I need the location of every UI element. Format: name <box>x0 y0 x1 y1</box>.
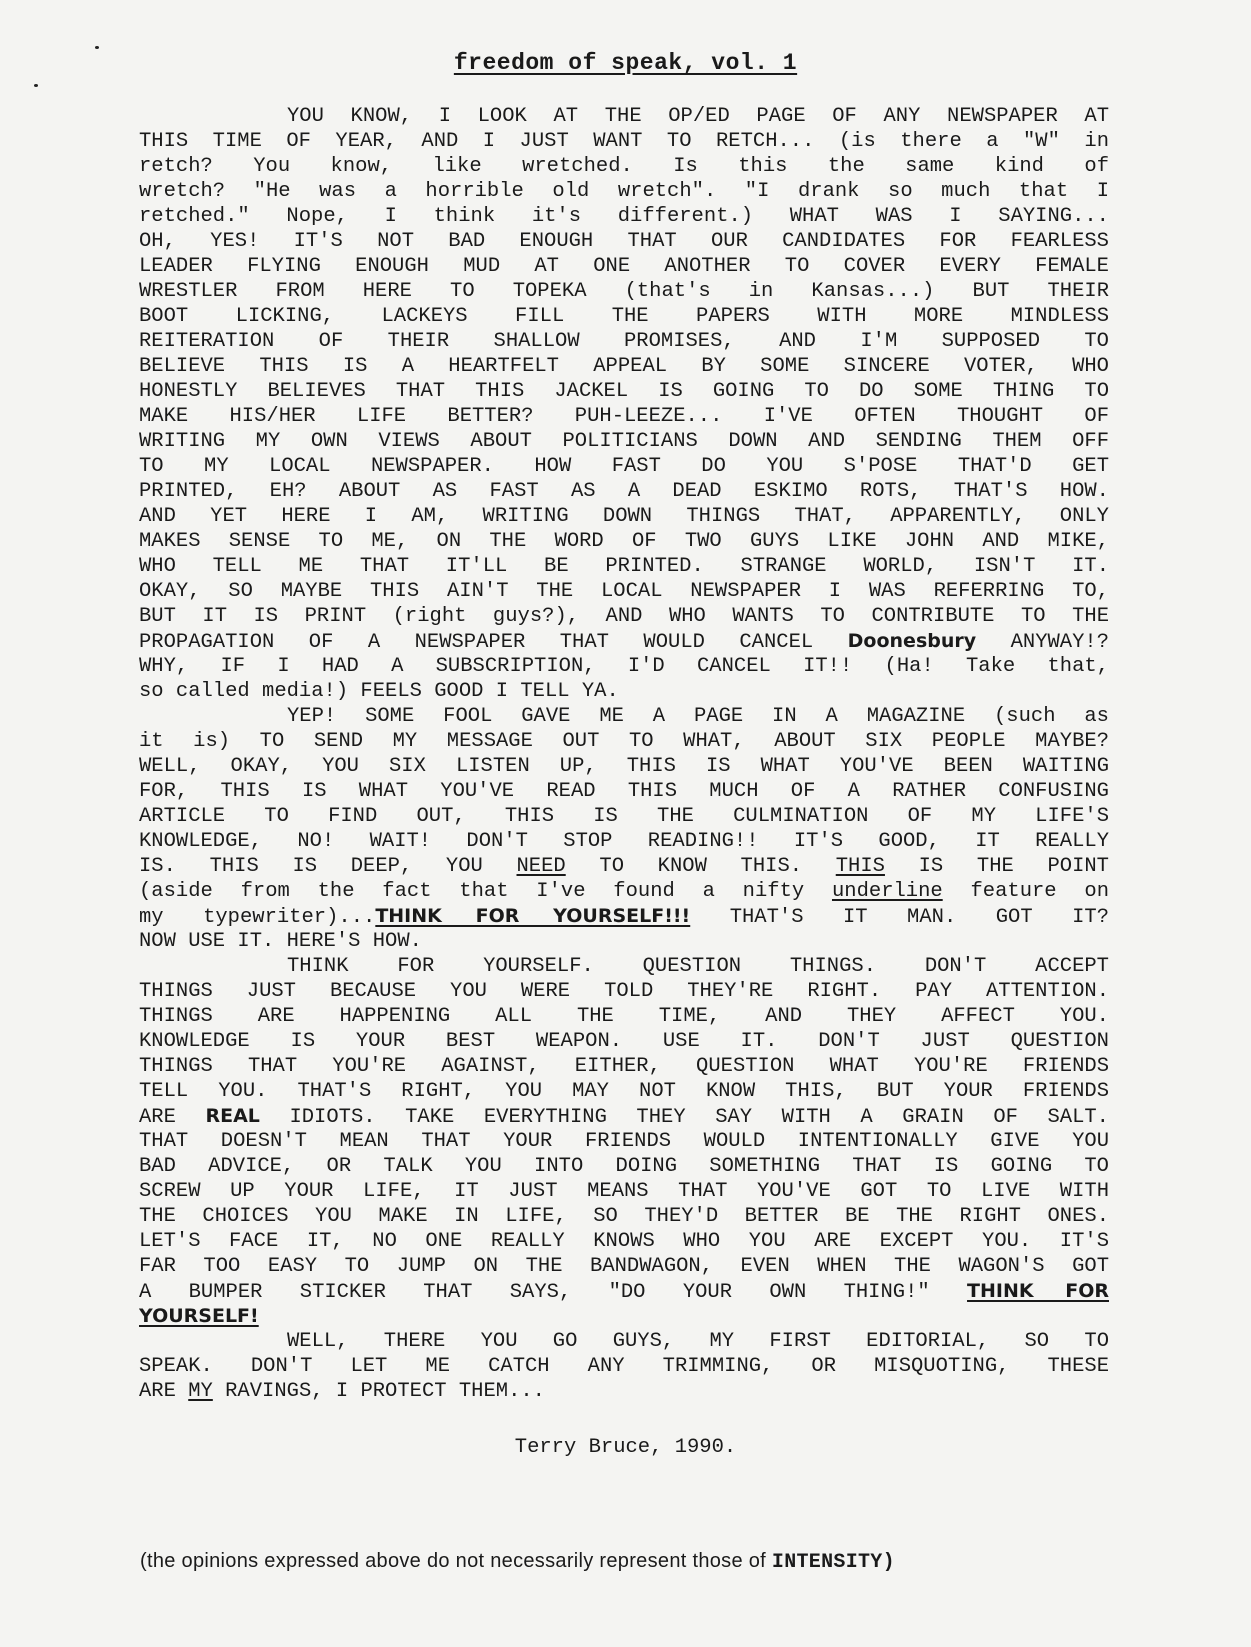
text-line: A BUMPER STICKER THAT SAYS, "DO YOUR OWN THING!" THINK FOR <box>139 1280 1109 1304</box>
text-line: WHO TELL ME THAT IT'LL BE PRINTED. STRANGE WORLD, ISN'T IT. <box>139 555 1109 578</box>
text-line: WELL, THERE YOU GO GUYS, MY FIRST EDITORIAL, SO TO <box>287 1330 1109 1353</box>
text-line: OH, YES! IT'S NOT BAD ENOUGH THAT OUR CANDIDATES FOR FEARLESS <box>139 230 1109 253</box>
text-line: THINK FOR YOURSELF. QUESTION THINGS. DON'T ACCEPT <box>287 955 1109 978</box>
text-line: (aside from the fact that I've found a nifty underline feature on <box>139 880 1109 903</box>
underlined-text: MY <box>188 1380 213 1403</box>
text-line: SCREW UP YOUR LIFE, IT JUST MEANS THAT YOU'VE GOT TO LIVE WITH <box>139 1180 1109 1203</box>
text-line: BAD ADVICE, OR TALK YOU INTO DOING SOMETHING THAT IS GOING TO <box>139 1155 1109 1178</box>
ink-speck <box>95 46 99 49</box>
text-line: PRINTED, EH? ABOUT AS FAST AS A DEAD ESKIMO ROTS, THAT'S HOW. <box>139 480 1109 503</box>
text-line: so called media!) FEELS GOOD I TELL YA. <box>139 680 619 703</box>
text-line: TELL YOU. THAT'S RIGHT, YOU MAY NOT KNOW THIS, BUT YOUR FRIENDS <box>139 1080 1109 1103</box>
text-line: WRITING MY OWN VIEWS ABOUT POLITICIANS DOWN AND SENDING THEM OFF <box>139 430 1109 453</box>
text-line: BOOT LICKING, LACKEYS FILL THE PAPERS WITH MORE MINDLESS <box>139 305 1109 328</box>
text-line: FOR, THIS IS WHAT YOU'VE READ THIS MUCH OF A RATHER CONFUSING <box>139 780 1109 803</box>
text-line: REITERATION OF THEIR SHALLOW PROMISES, AND I'M SUPPOSED TO <box>139 330 1109 353</box>
text-line: it is) TO SEND MY MESSAGE OUT TO WHAT, ABOUT SIX PEOPLE MAYBE? <box>139 730 1109 753</box>
text-line: retched." Nope, I think it's different.) WHAT WAS I SAYING... <box>139 205 1109 228</box>
underlined-text: THIS <box>835 855 885 878</box>
disclaimer-close: ) <box>882 1551 895 1574</box>
text-line: my typewriter)...THINK FOR YOURSELF!!! THAT'S IT MAN. GOT IT? <box>139 905 1109 929</box>
page-title: freedom of speak, vol. 1 <box>453 50 798 76</box>
text-line: ARE REAL IDIOTS. TAKE EVERYTHING THEY SAY WITH A GRAIN OF SALT. <box>139 1105 1109 1129</box>
text-line: FAR TOO EASY TO JUMP ON THE BANDWAGON, EVEN WHEN THE WAGON'S GOT <box>139 1255 1109 1278</box>
magazine-name: INTENSITY <box>771 1551 883 1574</box>
text-line: BUT IT IS PRINT (right guys?), AND WHO WANTS TO CONTRIBUTE TO THE <box>139 605 1109 628</box>
text-line: wretch? "He was a horrible old wretch". "I drank so much that I <box>139 180 1109 203</box>
bold-text: YOURSELF! <box>139 1305 259 1327</box>
text-line: NOW USE IT. HERE'S HOW. <box>139 930 422 953</box>
text-line: YEP! SOME FOOL GAVE ME A PAGE IN A MAGAZINE (such as <box>287 705 1109 728</box>
bold-text: Doonesbury <box>847 630 977 652</box>
bold-text: THINK FOR <box>967 1280 1109 1302</box>
text-line: THAT DOESN'T MEAN THAT YOUR FRIENDS WOULD INTENTIONALLY GIVE YOU <box>139 1130 1109 1153</box>
text-line: THINGS ARE HAPPENING ALL THE TIME, AND THEY AFFECT YOU. <box>139 1005 1109 1028</box>
text-line: retch? You know, like wretched. Is this the same kind of <box>139 155 1109 178</box>
text-line: WHY, IF I HAD A SUBSCRIPTION, I'D CANCEL IT!! (Ha! Take that, <box>139 655 1109 678</box>
text-line: IS. THIS IS DEEP, YOU NEED TO KNOW THIS. THIS IS THE POINT <box>139 855 1109 878</box>
underlined-text: NEED <box>516 855 566 878</box>
text-line: PROPAGATION OF A NEWSPAPER THAT WOULD CANCEL Doonesbury ANYWAY!? <box>139 630 1109 654</box>
text-line: WRESTLER FROM HERE TO TOPEKA (that's in Kansas...) BUT THEIR <box>139 280 1109 303</box>
text-line: THINGS THAT YOU'RE AGAINST, EITHER, QUESTION WHAT YOU'RE FRIENDS <box>139 1055 1109 1078</box>
text-line: THINGS JUST BECAUSE YOU WERE TOLD THEY'RE RIGHT. PAY ATTENTION. <box>139 980 1109 1003</box>
bold-text: REAL <box>205 1105 260 1127</box>
text-line: THIS TIME OF YEAR, AND I JUST WANT TO RETCH... (is there a "W" in <box>139 130 1109 153</box>
text-line: LET'S FACE IT, NO ONE REALLY KNOWS WHO YOU ARE EXCEPT YOU. IT'S <box>139 1230 1109 1253</box>
signature: Terry Bruce, 1990. <box>514 1436 737 1459</box>
bold-text: THINK FOR YOURSELF!!! <box>375 905 691 927</box>
text-line: AND YET HERE I AM, WRITING DOWN THINGS THAT, APPARENTLY, ONLY <box>139 505 1109 528</box>
text-line: SPEAK. DON'T LET ME CATCH ANY TRIMMING, OR MISQUOTING, THESE <box>139 1355 1109 1378</box>
text-line: BELIEVE THIS IS A HEARTFELT APPEAL BY SOME SINCERE VOTER, WHO <box>139 355 1109 378</box>
text-line <box>139 1304 1109 1329</box>
article-body <box>139 104 1109 1404</box>
text-line: OKAY, SO MAYBE THIS AIN'T THE LOCAL NEWSPAPER I WAS REFERRING TO, <box>139 580 1109 603</box>
text-line: LEADER FLYING ENOUGH MUD AT ONE ANOTHER TO COVER EVERY FEMALE <box>139 255 1109 278</box>
text-line: TO MY LOCAL NEWSPAPER. HOW FAST DO YOU S'POSE THAT'D GET <box>139 455 1109 478</box>
text-line: ARTICLE TO FIND OUT, THIS IS THE CULMINATION OF MY LIFE'S <box>139 805 1109 828</box>
disclaimer-text: (the opinions expressed above do not necessarily represent those of <box>140 1550 767 1572</box>
text-line: MAKES SENSE TO ME, ON THE WORD OF TWO GUYS LIKE JOHN AND MIKE, <box>139 530 1109 553</box>
text-line: HONESTLY BELIEVES THAT THIS JACKEL IS GOING TO DO SOME THING TO <box>139 380 1109 403</box>
text-line: MAKE HIS/HER LIFE BETTER? PUH-LEEZE... I'VE OFTEN THOUGHT OF <box>139 405 1109 428</box>
text-line: ARE MY RAVINGS, I PROTECT THEM... <box>139 1380 545 1403</box>
text-line: YOU KNOW, I LOOK AT THE OP/ED PAGE OF ANY NEWSPAPER AT <box>287 105 1109 128</box>
text-line: WELL, OKAY, YOU SIX LISTEN UP, THIS IS WHAT YOU'VE BEEN WAITING <box>139 755 1109 778</box>
text-line: KNOWLEDGE, NO! WAIT! DON'T STOP READING!! IT'S GOOD, IT REALLY <box>139 830 1109 853</box>
text-line: THE CHOICES YOU MAKE IN LIFE, SO THEY'D BETTER BE THE RIGHT ONES. <box>139 1205 1109 1228</box>
text-line: KNOWLEDGE IS YOUR BEST WEAPON. USE IT. DON'T JUST QUESTION <box>139 1030 1109 1053</box>
ink-speck <box>34 84 38 87</box>
disclaimer-footer <box>140 1550 1110 1574</box>
underlined-text: underline <box>831 880 943 903</box>
